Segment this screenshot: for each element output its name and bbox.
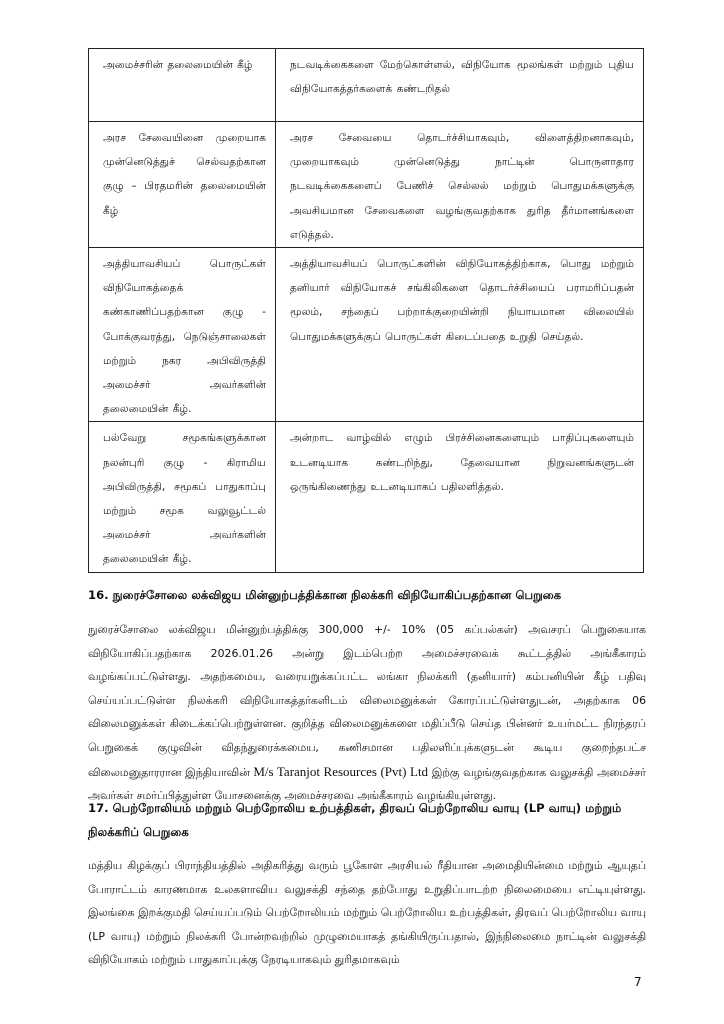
section-16-paragraph	[88, 618, 646, 808]
section-16-text-b: இற்கு வழங்குவதற்காக வலுசக்தி அமைச்சர் அவர்கள் சமர்ப்பித்துள்ள யோசனைக்கு அமைச்சரவை அங்கீகாரம் வழங்கியுள்ளது.	[88, 765, 646, 803]
table-row	[89, 122, 644, 248]
committee-cell: பல்வேறு சமூகங்களுக்கான நலன்புரி குழு - கிராமிய அபிவிருத்தி, சமூகப் பாதுகாப்பு மற்றும் சமூக வலுவூட்டல் அமைச்சர் அவர்களின் தலைமையின் கீழ்.	[89, 422, 276, 573]
mandate-cell: அன்றாட வாழ்வில் எழும் பிரச்சினைகளையும் பாதிப்புகளையும் உடனடியாக கண்டறிந்து, தேவையான நிறுவனங்களுடன் ஒருங்கிணைந்து உடனடியாகப் பதிலளித்தல்.	[276, 422, 644, 573]
mandate-cell: அத்தியாவசியப் பொருட்களின் விநியோகத்திற்காக, பொது மற்றும் தனியார் விநியோகச் சங்கிலிகளை தொடர்ச்சியைப் பராமரிப்பதன் மூலம், சந்தைப் பற்றாக்குறையின்றி நியாயமான விலையில் பொதுமக்களுக்குப் பொருட்கள் கிடைப்பதை உறுதி செய்தல்.	[276, 248, 644, 422]
committee-cell: அமைச்சரின் தலைமையின் கீழ்	[89, 49, 276, 122]
page-number: 7	[634, 975, 642, 989]
section-17-paragraph: மத்திய கிழக்குப் பிராந்தியத்தில் அதிகரித்து வரும் பூகோள அரசியல் ரீதியான அமைதியின்மை மற்றும் ஆயுதப் போராட்டம் காரணமாக உலகளாவிய வலுசக்தி சந்தை தற்போது உறுதிப்பாடற்ற நிலைமையை எட்டியுள்ளது. இலங்கை இறக்குமதி செய்யப்படும் பெற்றோலியம் மற்றும் பெற்றோலிய உற்பத்திகள், திரவப் பெற்றோலிய வாயு (LP வாயு) மற்றும் நிலக்கரி போன்றவற்றில் முழுமையாகத் தங்கியிருப்பதால், இந்நிலைமை நாட்டின் வலுசக்தி விநியோகம் மற்றும் பாதுகாப்புக்கு நேரடியாகவும் துரிதமாகவும்	[88, 859, 646, 967]
mandate-cell: நடவடிக்கைகளை மேற்கொள்ளல், விநியோக மூலங்கள் மற்றும் புதிய விநியோகத்தர்களைக் கண்டறிதல்	[276, 49, 644, 122]
section-16-heading: 16. நுரைச்சோலை லக்விஜய மின்னுற்பத்திக்கான நிலக்கரி விநியோகிப்பதற்கான பெறுகை	[88, 588, 562, 602]
cabinet-committees-table	[88, 48, 644, 573]
mandate-cell: அரச சேவையை தொடர்ச்சியாகவும், விளைத்திறனாகவும், முறையாகவும் முன்னெடுத்து நாட்டின் பொருளாதார நடவடிக்கைகளைப் பேணிச் செல்லல் மற்றும் பொதுமக்களுக்கு அவசியமான சேவைகளை வழங்குவதற்காக துரித தீர்மானங்களை எடுத்தல்.	[276, 122, 644, 248]
committee-cell: அத்தியாவசியப் பொருட்கள் விநியோகத்தைக் கண்காணிப்பதற்கான குழு - போக்குவரத்து, நெடுஞ்சாலைகள் மற்றும் நகர அபிவிருத்தி அமைச்சர் அவர்களின் தலைமையின் கீழ்.	[89, 248, 276, 422]
section-16-text-a: நுரைச்சோலை லக்விஜய மின்னுற்பத்திக்கு 300,000 +/- 10% (05 கப்பல்கள்) அவசரப் பெறுகையாக விநியோகிப்பதற்காக 2026.01.26 அன்று இடம்பெற்ற அமைச்சரவைக் கூட்டத்தில் அங்கீகாரம் வழங்கப்பட்டுள்ளது. அதற்கமைய, வரையறுக்கப்பட்ட லங்கா நிலக்கரி (தனியார்) கம்பனியின் கீழ் பதிவு செய்யப்பட்டுள்ள நிலக்கரி விநியோகத்தர்களிடம் விலைமனுக்கள் கோரப்பட்டுள்ளதுடன், அதற்காக 06 விலைமனுக்கள் கிடைக்கப்பெற்றுள்ளன. குறித்த விலைமனுக்களை மதிப்பீடு செய்த பின்னர் உயர்மட்ட நிரந்தரப் பெறுகைக் குழுவின் விதந்துரைக்கமைய, கணிசமான பதிலளிப்புக்களுடன் கூடிய குறைந்தபட்ச விலைமனுதாரரான இந்தியாவின்	[88, 623, 646, 779]
section-17-heading: 17. பெற்றோலியம் மற்றும் பெற்றோலிய உற்பத்திகள், திரவப் பெற்றோலிய வாயு (LP வாயு) மற்றும் நிலக்கரிப் பெறுகை	[88, 801, 622, 839]
table-row	[89, 49, 644, 122]
company-name: M/s Taranjot Resources (Pvt) Ltd	[253, 763, 429, 779]
table-row	[89, 248, 644, 422]
table-row	[89, 422, 644, 573]
committee-cell: அரச சேவையினை முறையாக முன்னெடுத்துச் செல்வதற்கான குழு – பிரதமரின் தலைமையின் கீழ்	[89, 122, 276, 248]
